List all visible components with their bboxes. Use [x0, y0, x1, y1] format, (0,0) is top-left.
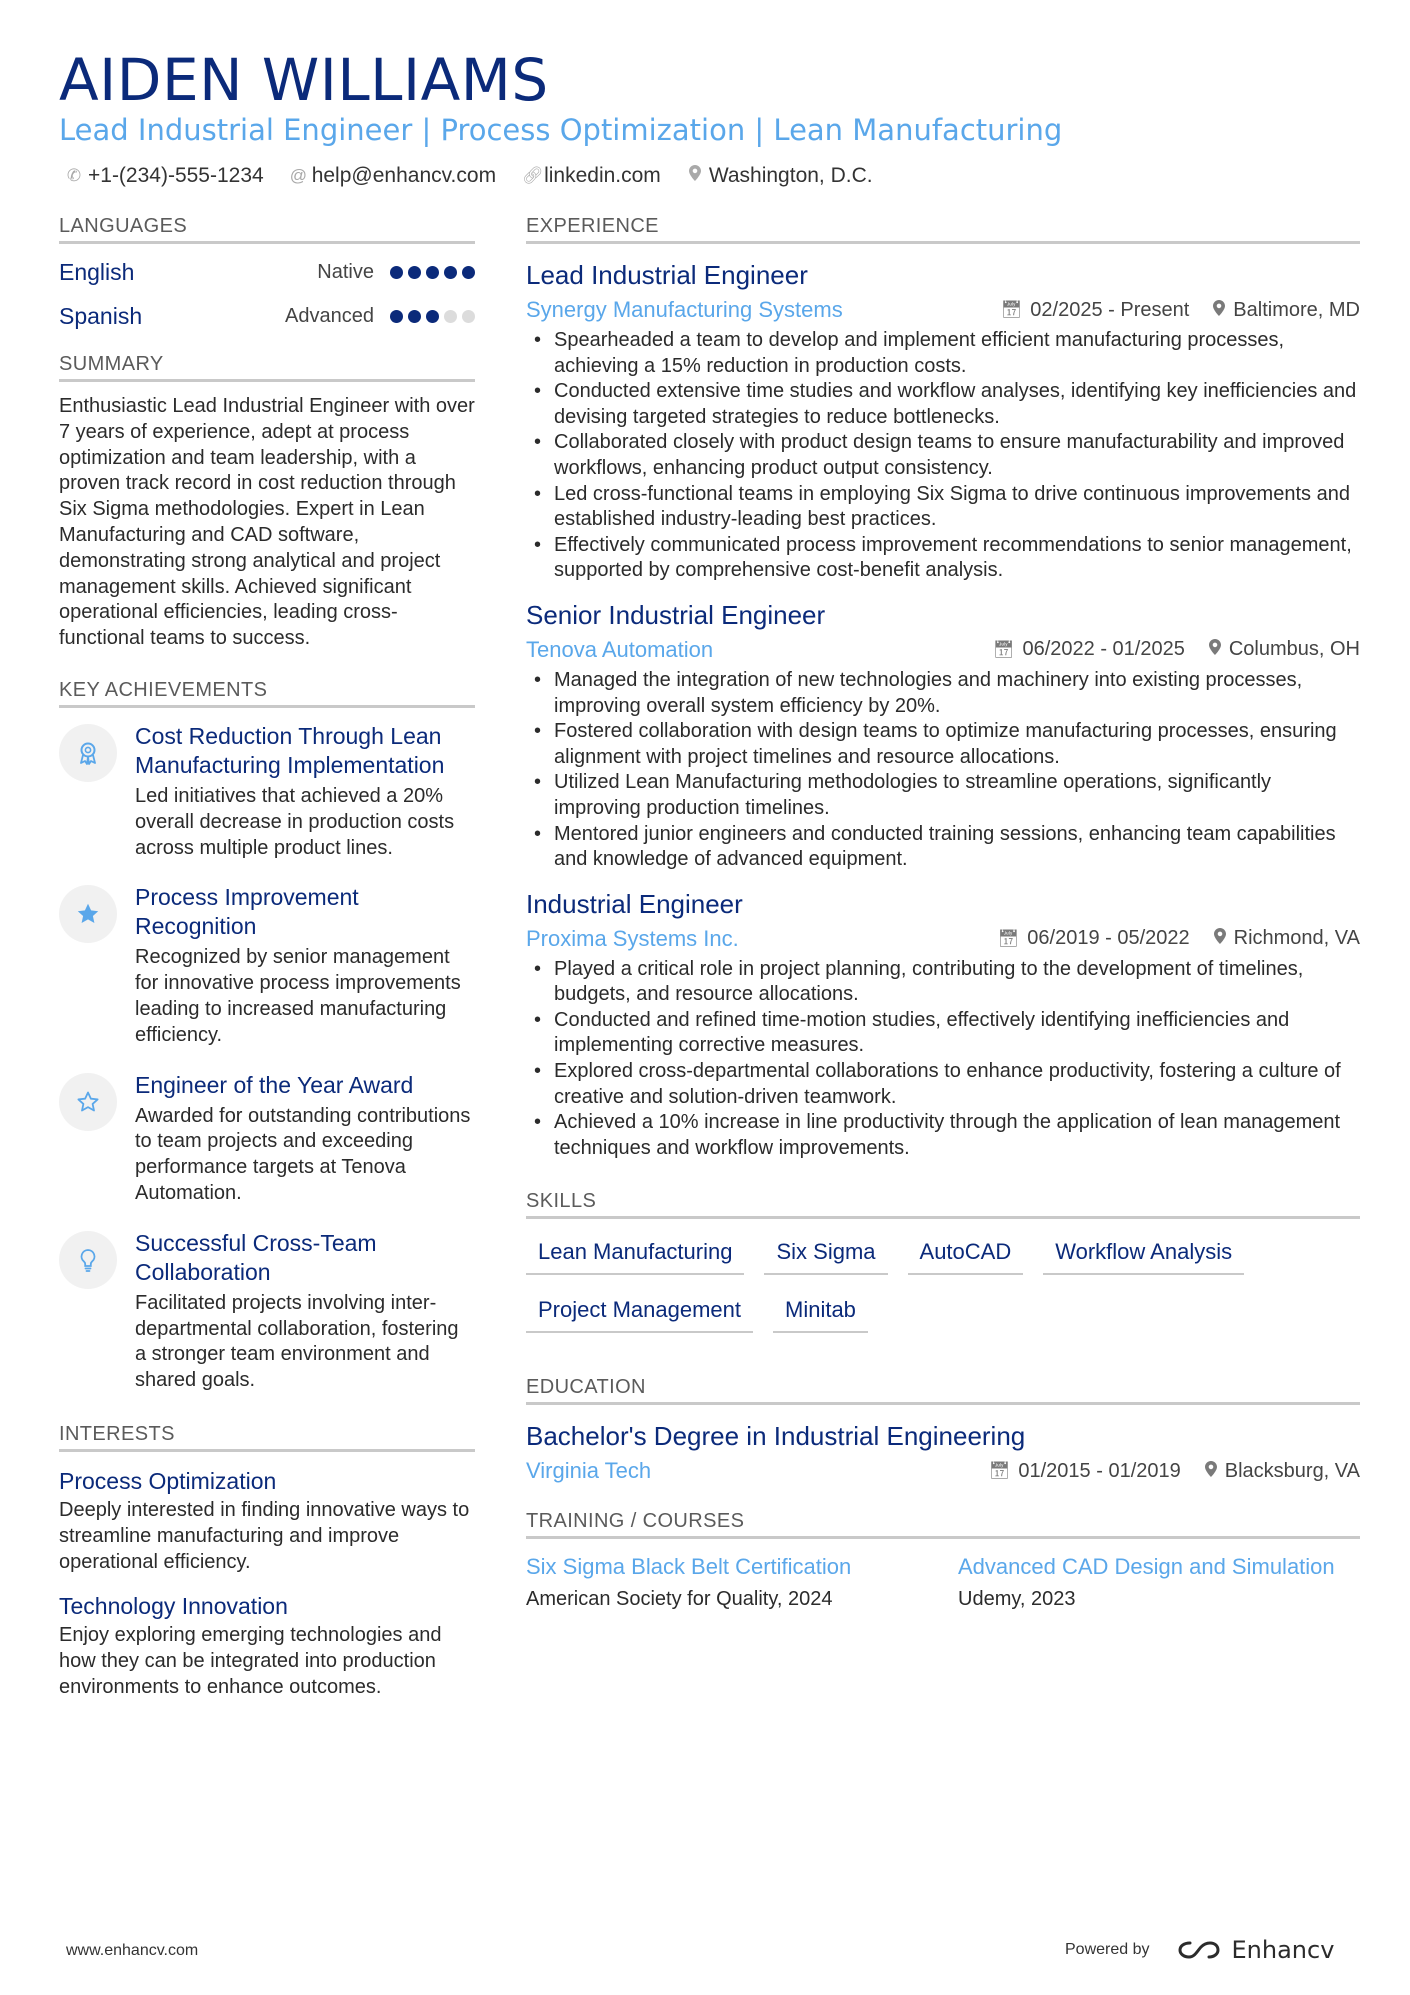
- skill-tag: AutoCAD: [908, 1237, 1024, 1275]
- job-bullet: • Utilized Lean Manufacturing methodologies to streamline operations, significantly improving production timelines.: [526, 770, 1360, 821]
- location-icon: [1213, 300, 1225, 321]
- star-filled-icon: [59, 885, 117, 943]
- job-dates: 06/2022 - 01/2025: [1022, 638, 1185, 661]
- language-proficiency-dots: [390, 310, 475, 323]
- proficiency-dot: [426, 310, 439, 323]
- achievements-list: [59, 722, 475, 1394]
- achievement-item: [59, 722, 475, 861]
- job-bullets: [526, 668, 1360, 873]
- job-bullet: • Mentored junior engineers and conducted training sessions, enhancing team capabilities and knowledge of advanced equipment.: [526, 822, 1360, 873]
- job-bullet: • Explored cross-departmental collaborations to enhance productivity, fostering a culture of creative and solution-driven teamwork.: [526, 1059, 1360, 1110]
- job-title: Senior Industrial Engineer: [526, 599, 826, 630]
- job-bullet: • Fostered collaboration with design teams to optimize manufacturing processes, ensuring alignment with project timelines and resource allocations.: [526, 719, 1360, 770]
- education-heading: EDUCATION: [526, 1373, 1360, 1405]
- proficiency-dot: [444, 310, 457, 323]
- achievement-title: Process Improvement Recognition: [135, 884, 359, 940]
- contact-linkedin[interactable]: [522, 162, 661, 190]
- footer-branding: [1065, 1936, 1334, 1964]
- contact-email-text: help@enhancv.com: [311, 164, 497, 187]
- calendar-icon: 📅︎: [997, 928, 1020, 948]
- summary-heading: SUMMARY: [59, 350, 475, 382]
- achievement-desc: Recognized by senior management for innovative process improvements leading to increased manufacturing efficiency.: [135, 946, 461, 1046]
- course-title[interactable]: Six Sigma Black Belt Certification: [526, 1554, 852, 1580]
- job-title: Lead Industrial Engineer: [526, 260, 808, 290]
- proficiency-dot: [462, 266, 475, 279]
- award-icon: [59, 724, 117, 782]
- lightbulb-icon: [59, 1231, 117, 1289]
- skill-tag: Project Management: [526, 1295, 753, 1333]
- proficiency-dot: [462, 310, 475, 323]
- powered-by-label: Powered by: [1065, 1941, 1150, 1958]
- skill-tag: Workflow Analysis: [1043, 1237, 1244, 1275]
- job-company[interactable]: Proxima Systems Inc.: [526, 925, 739, 951]
- proficiency-dot: [390, 266, 403, 279]
- interest-item: [59, 1591, 475, 1700]
- achievement-title: Engineer of the Year Award: [135, 1071, 414, 1098]
- degree-title: Bachelor's Degree in Industrial Engineering: [526, 1421, 1026, 1452]
- achievement-desc: Led initiatives that achieved a 20% overall decrease in production costs across multiple product lines.: [135, 784, 455, 859]
- language-item: [59, 250, 475, 294]
- skill-tag: Six Sigma: [764, 1237, 887, 1275]
- job-dates: 06/2019 - 05/2022: [1027, 927, 1190, 950]
- job-company[interactable]: Synergy Manufacturing Systems: [526, 297, 843, 322]
- enhancv-logo[interactable]: [1176, 1936, 1335, 1964]
- language-name: Spanish: [59, 302, 143, 329]
- language-name: English: [59, 258, 135, 285]
- language-proficiency-dots: [390, 266, 475, 279]
- language-item: [59, 294, 475, 338]
- contact-location: [687, 162, 873, 190]
- job-entry: [526, 258, 1360, 584]
- job-location: Baltimore, MD: [1233, 298, 1360, 321]
- proficiency-dot: [408, 266, 421, 279]
- language-level: Advanced: [285, 304, 374, 327]
- contact-phone-text: +1-(234)-555-1234: [88, 164, 264, 187]
- education-location: Blacksburg, VA: [1224, 1459, 1360, 1482]
- contact-phone[interactable]: [66, 162, 264, 190]
- job-bullet: • Spearheaded a team to develop and implement efficient manufacturing processes, achieving a 15% reduction in production costs.: [526, 328, 1360, 379]
- course-item: [958, 1553, 1360, 1613]
- footer-website[interactable]: www.enhancv.com: [66, 1942, 199, 1959]
- candidate-headline: Lead Industrial Engineer | Process Optimization | Lean Manufacturing: [59, 113, 1063, 147]
- job-location: Columbus, OH: [1228, 638, 1360, 661]
- job-bullet: • Effectively communicated process improvement recommendations to senior management, supported by comprehensive cost-benefit analysis.: [526, 533, 1360, 584]
- contact-email[interactable]: [290, 162, 496, 190]
- interests-heading: INTERESTS: [59, 1420, 475, 1452]
- job-bullets: [526, 328, 1360, 584]
- achievement-desc: Facilitated projects involving inter-departmental collaboration, fostering a stronger team environment and shared goals.: [135, 1291, 459, 1392]
- achievements-heading: KEY ACHIEVEMENTS: [59, 676, 475, 708]
- job-entry: [526, 598, 1360, 873]
- job-company[interactable]: Tenova Automation: [526, 636, 714, 662]
- interest-title: Process Optimization: [59, 1467, 277, 1494]
- job-location: Richmond, VA: [1233, 927, 1360, 950]
- interest-title: Technology Innovation: [59, 1593, 288, 1620]
- achievement-item: [59, 1229, 475, 1394]
- location-icon: [1214, 928, 1226, 949]
- brand-name: Enhancv: [1231, 1936, 1335, 1964]
- summary-text: Enthusiastic Lead Industrial Engineer with over 7 years of experience, adept at process optimization and team leadership, with a proven track record in cost reduction through Six Sigma methodologies. Expert in Lean Manufacturing and CAD software, demonstrating strong analytical and project management skills. Achieved significant operational efficiencies, leading cross-functional teams to success.: [59, 395, 475, 650]
- job-bullet: • Achieved a 10% increase in line productivity through the application of lean management techniques and workflow improvements.: [526, 1110, 1360, 1161]
- achievement-title: Cost Reduction Through Lean Manufacturing Implementation: [135, 722, 445, 778]
- job-entry: [526, 887, 1360, 1162]
- candidate-name: AIDEN WILLIAMS: [59, 46, 549, 114]
- location-icon: [1205, 1461, 1217, 1482]
- calendar-icon: 📅︎: [988, 1461, 1011, 1481]
- skills-list: [526, 1237, 1360, 1333]
- course-title[interactable]: Advanced CAD Design and Simulation: [958, 1554, 1335, 1580]
- training-heading: TRAINING / COURSES: [526, 1507, 1360, 1539]
- interests-list: [59, 1466, 475, 1701]
- location-icon: [687, 162, 703, 190]
- job-bullet: • Collaborated closely with product design teams to ensure manufacturability and improved workflows, enhancing product output consistency.: [526, 430, 1360, 481]
- achievement-title: Successful Cross-Team Collaboration: [135, 1229, 377, 1285]
- left-column: [59, 212, 475, 1701]
- job-bullet: • Managed the integration of new technologies and machinery into existing processes, improving overall system efficiency by 20%.: [526, 668, 1360, 719]
- achievement-desc: Awarded for outstanding contributions to team projects and exceeding performance targets at Tenova Automation.: [135, 1104, 471, 1204]
- contact-location-text: Washington, D.C.: [708, 164, 873, 187]
- interest-desc: Enjoy exploring emerging technologies and how they can be integrated into production environments to enhance outcomes.: [59, 1624, 442, 1698]
- link-icon: 🔗︎: [522, 166, 544, 185]
- education-dates: 01/2015 - 01/2019: [1018, 1459, 1181, 1482]
- job-bullet: • Led cross-functional teams in employing Six Sigma to drive continuous improvements and established industry-leading best practices.: [526, 482, 1360, 533]
- course-item: [526, 1553, 958, 1613]
- courses-list: [526, 1553, 1360, 1613]
- interest-desc: Deeply interested in finding innovative ways to streamline manufacturing and improve operational efficiency.: [59, 1498, 470, 1573]
- location-icon: [1209, 639, 1221, 660]
- proficiency-dot: [408, 310, 421, 323]
- job-bullet: • Conducted and refined time-motion studies, effectively identifying inefficiencies and implementing corrective measures.: [526, 1008, 1360, 1059]
- star-outline-icon: [59, 1073, 117, 1131]
- interest-item: [59, 1466, 475, 1575]
- skills-heading: SKILLS: [526, 1187, 1360, 1219]
- at-icon: @: [289, 166, 307, 185]
- proficiency-dot: [426, 266, 439, 279]
- skill-tag: Lean Manufacturing: [526, 1237, 744, 1275]
- job-bullets: [526, 957, 1360, 1162]
- job-bullet: • Conducted extensive time studies and workflow analyses, identifying key inefficiencies and devising targeted strategies to reduce bottlenecks.: [526, 379, 1360, 430]
- achievement-item: [59, 1071, 475, 1207]
- proficiency-dot: [390, 310, 403, 323]
- proficiency-dot: [444, 266, 457, 279]
- job-dates: 02/2025 - Present: [1030, 298, 1190, 321]
- calendar-icon: 📅︎: [992, 639, 1015, 659]
- phone-icon: ✆: [66, 166, 82, 185]
- contact-bar: [66, 162, 873, 190]
- calendar-icon: 📅︎: [1000, 300, 1023, 319]
- languages-list: [59, 250, 475, 338]
- course-provider: Udemy, 2023: [958, 1588, 1076, 1611]
- job-bullet: • Played a critical role in project planning, contributing to the development of timelines, budgets, and resource allocations.: [526, 957, 1360, 1008]
- achievement-item: [59, 883, 475, 1048]
- right-column: [526, 212, 1360, 1613]
- skill-tag: Minitab: [773, 1295, 868, 1333]
- languages-heading: LANGUAGES: [59, 212, 475, 244]
- experience-heading: EXPERIENCE: [526, 212, 1360, 244]
- job-title: Industrial Engineer: [526, 888, 743, 919]
- language-level: Native: [317, 260, 374, 283]
- course-provider: American Society for Quality, 2024: [526, 1588, 833, 1611]
- contact-linkedin-text: linkedin.com: [544, 164, 661, 187]
- enhancv-logo-icon: [1176, 1938, 1222, 1962]
- school-name[interactable]: Virginia Tech: [526, 1458, 652, 1484]
- education-entry: [526, 1419, 1360, 1489]
